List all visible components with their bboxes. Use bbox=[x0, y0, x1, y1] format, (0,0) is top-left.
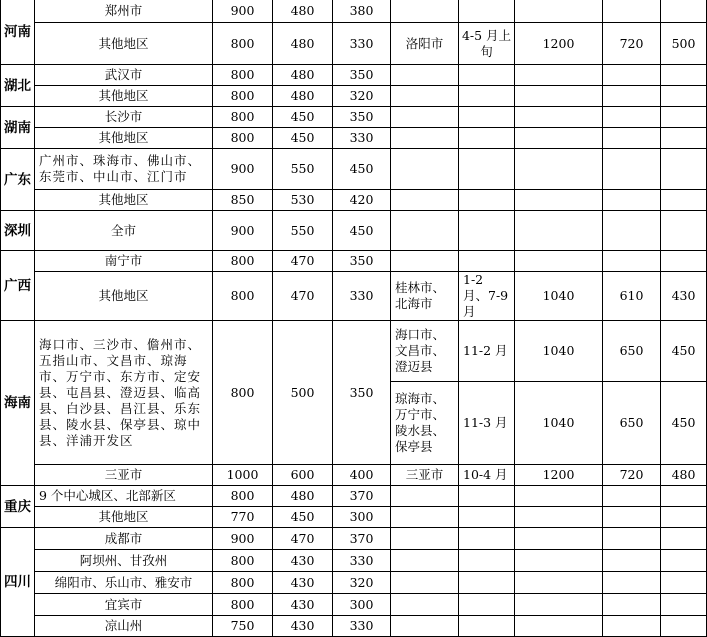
value-cell: 800 bbox=[213, 572, 273, 594]
value-cell: 430 bbox=[273, 572, 333, 594]
peak-period-cell bbox=[459, 149, 515, 190]
value-cell: 850 bbox=[213, 190, 273, 211]
value-cell bbox=[661, 211, 707, 251]
value-cell: 1040 bbox=[515, 321, 603, 382]
value-cell bbox=[603, 550, 661, 572]
region-cell: 阿坝州、甘孜州 bbox=[35, 550, 213, 572]
value-cell: 330 bbox=[333, 616, 391, 637]
peak-region-cell: 桂林市、北海市 bbox=[391, 272, 459, 321]
peak-region-cell: 海口市、文昌市、澄迈县 bbox=[391, 321, 459, 382]
value-cell: 300 bbox=[333, 507, 391, 528]
peak-period-cell: 1-2 月、7-9 月 bbox=[459, 272, 515, 321]
peak-period-cell bbox=[459, 86, 515, 107]
province-cell: 深圳 bbox=[1, 211, 35, 251]
value-cell bbox=[661, 128, 707, 149]
value-cell bbox=[603, 594, 661, 616]
value-cell: 900 bbox=[213, 0, 273, 23]
value-cell: 350 bbox=[333, 321, 391, 465]
province-cell: 湖北 bbox=[1, 65, 35, 107]
peak-period-cell bbox=[459, 107, 515, 128]
region-cell: 全市 bbox=[35, 211, 213, 251]
value-cell bbox=[661, 616, 707, 637]
peak-period-cell bbox=[459, 0, 515, 23]
region-cell: 绵阳市、乐山市、雅安市 bbox=[35, 572, 213, 594]
value-cell bbox=[603, 507, 661, 528]
value-cell: 800 bbox=[213, 128, 273, 149]
value-cell: 600 bbox=[273, 465, 333, 486]
peak-region-cell bbox=[391, 149, 459, 190]
region-cell: 武汉市 bbox=[35, 65, 213, 86]
peak-period-cell bbox=[459, 572, 515, 594]
value-cell bbox=[603, 65, 661, 86]
value-cell bbox=[515, 251, 603, 272]
province-cell: 湖南 bbox=[1, 107, 35, 149]
value-cell: 550 bbox=[273, 211, 333, 251]
table-row bbox=[1, 107, 707, 128]
peak-region-cell bbox=[391, 616, 459, 637]
value-cell: 450 bbox=[273, 128, 333, 149]
peak-period-cell: 10-4 月 bbox=[459, 465, 515, 486]
value-cell bbox=[661, 594, 707, 616]
value-cell: 1000 bbox=[213, 465, 273, 486]
value-cell bbox=[515, 486, 603, 507]
value-cell: 530 bbox=[273, 190, 333, 211]
value-cell bbox=[515, 550, 603, 572]
table-row bbox=[1, 550, 707, 572]
value-cell: 430 bbox=[273, 594, 333, 616]
value-cell: 900 bbox=[213, 149, 273, 190]
value-cell bbox=[603, 486, 661, 507]
value-cell bbox=[661, 486, 707, 507]
value-cell bbox=[515, 572, 603, 594]
value-cell bbox=[603, 190, 661, 211]
province-cell: 海南 bbox=[1, 321, 35, 486]
value-cell: 900 bbox=[213, 528, 273, 550]
value-cell: 330 bbox=[333, 550, 391, 572]
value-cell: 330 bbox=[333, 23, 391, 65]
peak-region-cell bbox=[391, 65, 459, 86]
peak-region-cell bbox=[391, 211, 459, 251]
value-cell: 720 bbox=[603, 465, 661, 486]
value-cell bbox=[661, 107, 707, 128]
table-row bbox=[1, 23, 707, 65]
value-cell bbox=[661, 528, 707, 550]
table-row bbox=[1, 507, 707, 528]
value-cell: 800 bbox=[213, 272, 273, 321]
peak-period-cell bbox=[459, 594, 515, 616]
peak-period-cell bbox=[459, 616, 515, 637]
value-cell: 370 bbox=[333, 486, 391, 507]
value-cell: 320 bbox=[333, 86, 391, 107]
value-cell bbox=[515, 65, 603, 86]
value-cell: 330 bbox=[333, 128, 391, 149]
province-cell: 四川 bbox=[1, 528, 35, 637]
value-cell: 370 bbox=[333, 528, 391, 550]
region-cell: 9 个中心城区、北部新区 bbox=[35, 486, 213, 507]
region-cell: 长沙市 bbox=[35, 107, 213, 128]
table-row bbox=[1, 0, 707, 23]
peak-region-cell bbox=[391, 86, 459, 107]
region-cell: 其他地区 bbox=[35, 272, 213, 321]
peak-period-cell bbox=[459, 507, 515, 528]
table-row bbox=[1, 616, 707, 637]
value-cell: 480 bbox=[273, 23, 333, 65]
table-row bbox=[1, 465, 707, 486]
value-cell: 350 bbox=[333, 107, 391, 128]
value-cell: 650 bbox=[603, 382, 661, 465]
value-cell bbox=[603, 616, 661, 637]
peak-region-cell: 洛阳市 bbox=[391, 23, 459, 65]
value-cell bbox=[603, 528, 661, 550]
peak-period-cell bbox=[459, 550, 515, 572]
table-row bbox=[1, 486, 707, 507]
region-cell: 南宁市 bbox=[35, 251, 213, 272]
value-cell: 750 bbox=[213, 616, 273, 637]
value-cell bbox=[515, 190, 603, 211]
value-cell: 800 bbox=[213, 594, 273, 616]
value-cell bbox=[603, 572, 661, 594]
value-cell: 320 bbox=[333, 572, 391, 594]
value-cell: 800 bbox=[213, 321, 273, 465]
value-cell: 430 bbox=[273, 550, 333, 572]
value-cell bbox=[661, 251, 707, 272]
table-row bbox=[1, 128, 707, 149]
value-cell: 430 bbox=[273, 616, 333, 637]
value-cell bbox=[661, 507, 707, 528]
value-cell: 380 bbox=[333, 0, 391, 23]
value-cell: 800 bbox=[213, 486, 273, 507]
value-cell: 470 bbox=[273, 272, 333, 321]
peak-region-cell bbox=[391, 572, 459, 594]
peak-region-cell bbox=[391, 550, 459, 572]
peak-region-cell bbox=[391, 190, 459, 211]
value-cell: 430 bbox=[661, 272, 707, 321]
table-row bbox=[1, 65, 707, 86]
table-row bbox=[1, 594, 707, 616]
value-cell bbox=[515, 528, 603, 550]
value-cell: 300 bbox=[333, 594, 391, 616]
value-cell bbox=[661, 86, 707, 107]
peak-region-cell bbox=[391, 507, 459, 528]
value-cell bbox=[661, 572, 707, 594]
table-row bbox=[1, 149, 707, 190]
value-cell bbox=[661, 149, 707, 190]
peak-period-cell: 4-5 月上旬 bbox=[459, 23, 515, 65]
value-cell bbox=[661, 550, 707, 572]
value-cell: 480 bbox=[273, 86, 333, 107]
peak-region-cell bbox=[391, 528, 459, 550]
table-row bbox=[1, 251, 707, 272]
value-cell bbox=[515, 507, 603, 528]
value-cell bbox=[515, 211, 603, 251]
table-row bbox=[1, 321, 707, 382]
value-cell: 610 bbox=[603, 272, 661, 321]
peak-period-cell: 11-2 月 bbox=[459, 321, 515, 382]
province-cell: 广东 bbox=[1, 149, 35, 211]
value-cell bbox=[515, 107, 603, 128]
value-cell bbox=[603, 251, 661, 272]
value-cell: 650 bbox=[603, 321, 661, 382]
peak-period-cell: 11-3 月 bbox=[459, 382, 515, 465]
peak-region-cell bbox=[391, 251, 459, 272]
peak-period-cell bbox=[459, 190, 515, 211]
peak-region-cell: 三亚市 bbox=[391, 465, 459, 486]
table-row bbox=[1, 528, 707, 550]
value-cell: 720 bbox=[603, 23, 661, 65]
value-cell bbox=[515, 594, 603, 616]
value-cell: 900 bbox=[213, 211, 273, 251]
value-cell: 800 bbox=[213, 86, 273, 107]
value-cell: 480 bbox=[273, 0, 333, 23]
value-cell bbox=[661, 65, 707, 86]
peak-period-cell bbox=[459, 128, 515, 149]
value-cell: 800 bbox=[213, 251, 273, 272]
value-cell bbox=[661, 0, 707, 23]
peak-period-cell bbox=[459, 486, 515, 507]
value-cell bbox=[515, 0, 603, 23]
value-cell: 800 bbox=[213, 550, 273, 572]
value-cell: 450 bbox=[661, 382, 707, 465]
value-cell: 420 bbox=[333, 190, 391, 211]
value-cell: 480 bbox=[661, 465, 707, 486]
table-row bbox=[1, 572, 707, 594]
value-cell bbox=[515, 149, 603, 190]
table-row bbox=[1, 86, 707, 107]
region-cell: 其他地区 bbox=[35, 86, 213, 107]
peak-region-cell: 琼海市、万宁市、陵水县、保亭县 bbox=[391, 382, 459, 465]
value-cell: 500 bbox=[273, 321, 333, 465]
value-cell: 450 bbox=[661, 321, 707, 382]
value-cell bbox=[603, 107, 661, 128]
table-row bbox=[1, 272, 707, 321]
value-cell: 450 bbox=[333, 211, 391, 251]
peak-period-cell bbox=[459, 251, 515, 272]
peak-region-cell bbox=[391, 0, 459, 23]
table-row bbox=[1, 211, 707, 251]
region-cell: 郑州市 bbox=[35, 0, 213, 23]
value-cell: 400 bbox=[333, 465, 391, 486]
region-cell: 其他地区 bbox=[35, 507, 213, 528]
value-cell: 350 bbox=[333, 251, 391, 272]
province-cell: 河南 bbox=[1, 0, 35, 65]
value-cell: 500 bbox=[661, 23, 707, 65]
region-cell: 海口市、三沙市、儋州市、五指山市、文昌市、琼海市、万宁市、东方市、定安县、屯昌县、澄迈县、临高县、白沙县、昌江县、乐东县、陵水县、保亭县、琼中县、洋浦开发区 bbox=[35, 321, 213, 465]
value-cell: 800 bbox=[213, 107, 273, 128]
value-cell: 330 bbox=[333, 272, 391, 321]
value-cell: 1040 bbox=[515, 272, 603, 321]
value-cell: 450 bbox=[333, 149, 391, 190]
peak-region-cell bbox=[391, 107, 459, 128]
value-cell: 1200 bbox=[515, 23, 603, 65]
value-cell bbox=[603, 128, 661, 149]
province-cell: 重庆 bbox=[1, 486, 35, 528]
value-cell: 470 bbox=[273, 528, 333, 550]
peak-period-cell bbox=[459, 528, 515, 550]
value-cell: 1040 bbox=[515, 382, 603, 465]
value-cell: 470 bbox=[273, 251, 333, 272]
value-cell bbox=[603, 0, 661, 23]
value-cell bbox=[515, 616, 603, 637]
value-cell: 480 bbox=[273, 486, 333, 507]
region-cell: 其他地区 bbox=[35, 23, 213, 65]
value-cell bbox=[603, 149, 661, 190]
region-cell: 其他地区 bbox=[35, 190, 213, 211]
province-cell: 广西 bbox=[1, 251, 35, 321]
value-cell bbox=[661, 190, 707, 211]
value-cell: 800 bbox=[213, 23, 273, 65]
value-cell: 480 bbox=[273, 65, 333, 86]
peak-region-cell bbox=[391, 594, 459, 616]
value-cell bbox=[603, 211, 661, 251]
value-cell: 770 bbox=[213, 507, 273, 528]
peak-region-cell bbox=[391, 486, 459, 507]
value-cell: 550 bbox=[273, 149, 333, 190]
value-cell bbox=[603, 86, 661, 107]
value-cell: 450 bbox=[273, 107, 333, 128]
value-cell: 450 bbox=[273, 507, 333, 528]
region-cell: 三亚市 bbox=[35, 465, 213, 486]
value-cell: 800 bbox=[213, 65, 273, 86]
table-row bbox=[1, 190, 707, 211]
region-cell: 其他地区 bbox=[35, 128, 213, 149]
value-cell bbox=[515, 86, 603, 107]
region-cell: 成都市 bbox=[35, 528, 213, 550]
region-cell: 广州市、珠海市、佛山市、东莞市、中山市、江门市 bbox=[35, 149, 213, 190]
peak-period-cell bbox=[459, 65, 515, 86]
value-cell: 1200 bbox=[515, 465, 603, 486]
value-cell bbox=[515, 128, 603, 149]
region-cell: 宜宾市 bbox=[35, 594, 213, 616]
value-cell: 350 bbox=[333, 65, 391, 86]
peak-region-cell bbox=[391, 128, 459, 149]
region-cell: 凉山州 bbox=[35, 616, 213, 637]
peak-period-cell bbox=[459, 211, 515, 251]
